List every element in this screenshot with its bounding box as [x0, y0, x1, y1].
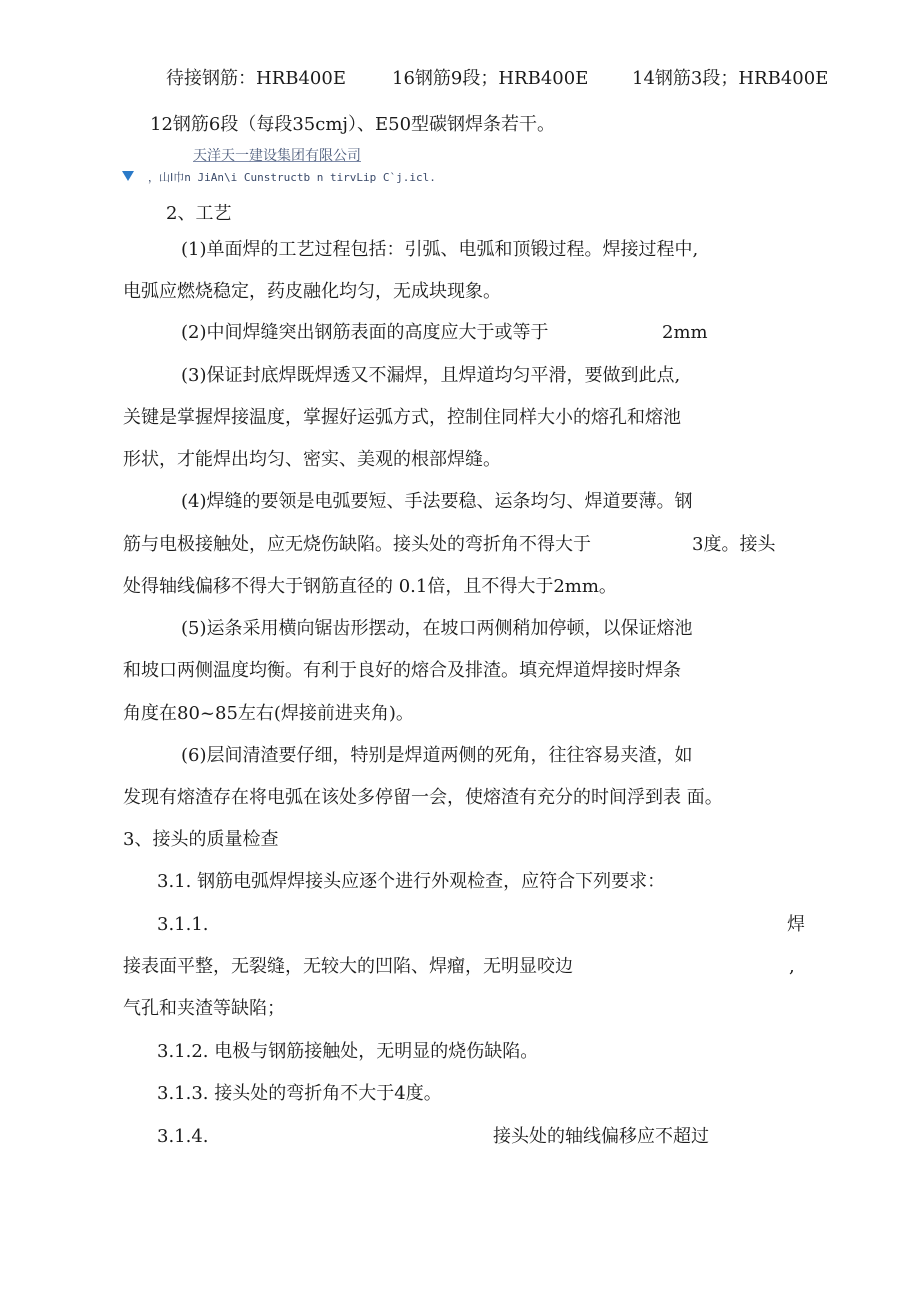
- clause-3-1-3: 3.1.3. 接头处的弯折角不大于4度。: [157, 1083, 442, 1104]
- material-rebar-1: 待接钢筋：HRB400E: [166, 68, 346, 89]
- material-rebar-3: 14钢筋3段；HRB400E: [632, 68, 829, 89]
- paragraph-4-line-2-value: 3度。接头: [692, 534, 776, 555]
- company-logo-text-en: ，山Ⅰ巾n JiAn\i Cunstructb n tirvLip C`j.icl.: [148, 171, 436, 184]
- clause-3-1-1-start: 焊: [787, 914, 805, 935]
- paragraph-3-line-2: 关键是掌握焊接温度，掌握好运弧方式，控制住同样大小的熔孔和熔池: [123, 407, 681, 428]
- logo-triangle-icon: [122, 171, 134, 181]
- clause-3-1-2: 3.1.2. 电极与钢筋接触处，无明显的烧伤缺陷。: [157, 1041, 539, 1062]
- paragraph-6-line-1: (6)层间清渣要仔细，特别是焊道两侧的死角，往往容易夹渣，如: [181, 745, 693, 766]
- paragraph-1-line-1: (1)单面焊的工艺过程包括：引弧、电弧和顶锻过程。焊接过程中,: [181, 239, 699, 260]
- paragraph-6-line-2: 发现有熔渣存在将电弧在该处多停留一会，使熔渣有充分的时间浮到表 面。: [123, 787, 723, 808]
- clause-3-1-1-comma: ,: [789, 956, 795, 977]
- clause-3-1-1-line-3: 气孔和夹渣等缺陷；: [123, 998, 285, 1019]
- paragraph-3-line-3: 形状，才能焊出均匀、密实、美观的根部焊缝。: [123, 449, 501, 470]
- paragraph-4-line-3: 处得轴线偏移不得大于钢筋直径的 0.1倍，且不得大于2mm。: [123, 576, 617, 597]
- clause-3-1-4-text: 接头处的轴线偏移应不超过: [493, 1126, 709, 1147]
- paragraph-5-line-3: 角度在80~85左右(焊接前进夹角)。: [123, 703, 414, 724]
- clause-3-1-1-line-2: 接表面平整，无裂缝，无较大的凹陷、焊瘤，无明显咬边: [123, 956, 573, 977]
- clause-3-1-1-number: 3.1.1.: [157, 914, 209, 935]
- paragraph-2-text: (2)中间焊缝突出钢筋表面的高度应大于或等于: [181, 322, 549, 343]
- paragraph-2-value: 2mm: [662, 322, 708, 343]
- clause-3-1: 3.1. 钢筋电弧焊焊接头应逐个进行外观检查，应符合下列要求：: [157, 871, 666, 892]
- material-rebar-4-and-electrodes: 12钢筋6段（每段35cmj）、E50型碳钢焊条若干。: [150, 114, 556, 135]
- paragraph-5-line-1: (5)运条采用横向锯齿形摆动，在坡口两侧稍加停顿，以保证熔池: [181, 618, 693, 639]
- section-2-heading: 2、工艺: [166, 203, 232, 224]
- section-3-heading: 3、接头的质量检查: [123, 829, 279, 850]
- paragraph-1-line-2: 电弧应燃烧稳定，药皮融化均匀，无成块现象。: [123, 281, 501, 302]
- company-logo-text-cn: 天洋天一建设集团有限公司: [193, 148, 361, 164]
- clause-3-1-4-number: 3.1.4.: [157, 1126, 209, 1147]
- paragraph-4-line-2-text: 筋与电极接触处，应无烧伤缺陷。接头处的弯折角不得大于: [123, 534, 591, 555]
- paragraph-5-line-2: 和坡口两侧温度均衡。有利于良好的熔合及排渣。填充焊道焊接时焊条: [123, 660, 681, 681]
- paragraph-3-line-1: (3)保证封底焊既焊透又不漏焊，且焊道均匀平滑，要做到此点,: [181, 365, 681, 386]
- paragraph-4-line-1: (4)焊缝的要领是电弧要短、手法要稳、运条均匀、焊道要薄。钢: [181, 491, 693, 512]
- material-rebar-2: 16钢筋9段；HRB400E: [392, 68, 589, 89]
